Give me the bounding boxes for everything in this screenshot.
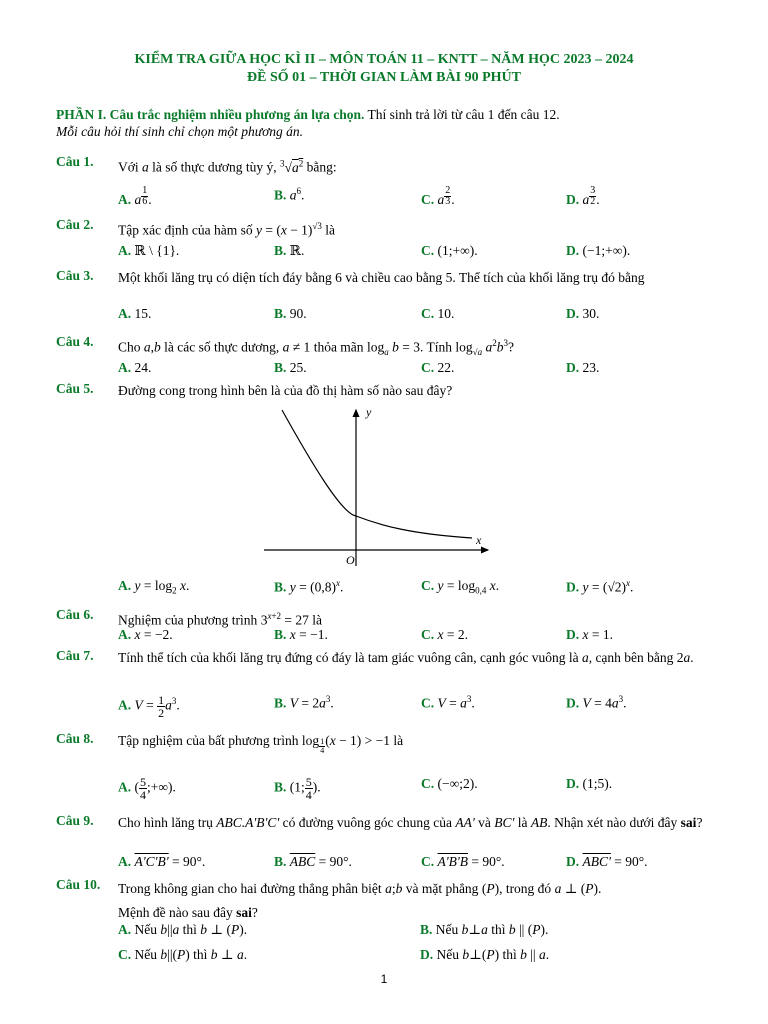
option-c[interactable]: C. a $^{\frac{2}{3}}$ .: [421, 185, 455, 208]
option-d[interactable]: D. x = 1.: [566, 627, 613, 642]
question-text: Cho a,b là các số thực dương, a ≠ 1 thỏa mãn $\log_a b = 3$. Tính $\log_{√a} a^2b^3$?: [118, 338, 514, 358]
option-a[interactable]: A. A'C'B' = 90°.: [118, 854, 206, 869]
option-a[interactable]: A. x = −2.: [118, 627, 173, 642]
option-d[interactable]: D. a $^{\frac{3}{2}}$ .: [566, 185, 600, 208]
option-b[interactable]: B. 90.: [274, 306, 307, 321]
option-c[interactable]: C. Nếu b||(P) thì b ⊥ a.: [118, 947, 248, 962]
option-d[interactable]: D. Nếu b⊥(P) thì b || a.: [420, 947, 550, 962]
part-title: PHẦN I. Câu trắc nghiệm nhiều phương án lựa chọn.: [56, 107, 365, 122]
option-c[interactable]: C. A'B'B = 90°.: [421, 854, 505, 869]
option-d[interactable]: D. 30.: [566, 306, 600, 321]
option-d[interactable]: D. 23.: [566, 360, 600, 375]
option-a[interactable]: A. ℝ \ {1}.: [118, 243, 180, 258]
option-d[interactable]: D. (−1;+∞).: [566, 243, 631, 258]
option-b[interactable]: B. x = −1.: [274, 627, 328, 642]
option-c[interactable]: C. 22.: [421, 360, 455, 375]
question-text: Nghiệm của phương trình $3^{x+2} = 27$ là: [118, 611, 323, 628]
question-text: Với a là số thực dương tùy ý, $^3√a^2$ bằng:: [118, 158, 337, 175]
option-c[interactable]: C. x = 2.: [421, 627, 468, 642]
option-a[interactable]: A. 24.: [118, 360, 152, 375]
option-b[interactable]: B. $a^6$.: [274, 186, 305, 203]
option-b[interactable]: B. $y = (0,8)^x$.: [274, 578, 344, 595]
option-b[interactable]: B. (1; $\frac{5}{4}$ ).: [274, 775, 321, 802]
x-axis-label: x: [476, 533, 482, 547]
option-b[interactable]: B. $V = 2a^3$.: [274, 694, 334, 711]
radical-expression: $^3√a^2$: [280, 158, 304, 175]
option-a[interactable]: A. Nếu b||a thì b ⊥ (P).: [118, 922, 248, 937]
option-b[interactable]: B. ℝ.: [274, 243, 305, 258]
question-number: Câu 6.: [56, 607, 94, 622]
question-number: Câu 10.: [56, 877, 101, 892]
part-heading: [56, 106, 716, 140]
question-number: Câu 3.: [56, 268, 94, 283]
origin-label: O: [346, 553, 355, 567]
question-text: Cho hình lăng trụ ABC.A'B'C' có đường vuông góc chung của AA' và BC' là AB. Nhận xét nào dưới đây sai?: [118, 815, 703, 830]
question-number: Câu 5.: [56, 381, 94, 396]
option-c[interactable]: C. $V = a^3$.: [421, 694, 475, 711]
option-a[interactable]: A. $y = \log_2 x$.: [118, 578, 190, 596]
option-c[interactable]: C. (−∞;2).: [421, 776, 478, 791]
option-d[interactable]: D. (1;5).: [566, 776, 613, 791]
option-d[interactable]: D. $V = 4a^3$.: [566, 694, 627, 711]
y-axis-label: y: [366, 405, 372, 419]
option-c[interactable]: C. $y = \log_{0,4} x$.: [421, 578, 500, 596]
question-text: Đường cong trong hình bên là của đồ thị hàm số nào sau đây?: [118, 383, 453, 398]
exam-title: KIỂM TRA GIỮA HỌC KÌ II – MÔN TOÁN 11 – KNTT – NĂM HỌC 2023 – 2024: [134, 52, 634, 67]
option-a[interactable]: A. 15.: [118, 306, 152, 321]
part-note: Mỗi câu hỏi thí sinh chỉ chọn một phương án.: [56, 124, 304, 139]
question-text: Trong không gian cho hai đường thẳng phân biệt a;b và mặt phẳng (P), trong đó a ⊥ (P). Mệnh đề nào sau đây sai?: [118, 881, 602, 920]
question-number: Câu 4.: [56, 334, 94, 349]
exponential-graph: [262, 404, 494, 568]
question-number: Câu 9.: [56, 813, 94, 828]
question-number: Câu 7.: [56, 648, 94, 663]
option-d[interactable]: D. ABC' = 90°.: [566, 854, 648, 869]
option-a[interactable]: A. a $^{\frac{1}{6}}$ .: [118, 185, 152, 208]
option-b[interactable]: B. $\overline{ABC} = 90^\circ$.: [274, 854, 352, 869]
question-text: Tập nghiệm của bất phương trình log $_{\frac{1}{4}}$ (x − 1) > −1 là: [118, 733, 404, 756]
option-d[interactable]: D. $y = (√2)^x$.: [566, 578, 634, 595]
question-number: Câu 1.: [56, 154, 94, 169]
question-text: Tập xác định của hàm số $y = (x - 1)^{√3}$ là: [118, 221, 335, 238]
question-number: Câu 8.: [56, 731, 94, 746]
part-instruction: Thí sinh trả lời từ câu 1 đến câu 12.: [364, 107, 560, 122]
option-b[interactable]: B. 25.: [274, 360, 307, 375]
option-a[interactable]: A. V = $\frac{1}{2}$ $a^3$.: [118, 693, 180, 720]
graph-curve: [282, 410, 472, 538]
question-text: Một khối lăng trụ có diện tích đáy bằng 6 và chiều cao bằng 5. Thể tích của khối lăng trụ đó bằng: [118, 270, 645, 285]
page-number: 1: [380, 972, 388, 986]
option-b[interactable]: B. Nếu b⊥a thì b || (P).: [420, 922, 549, 937]
exam-subtitle: ĐỀ SỐ 01 – THỜI GIAN LÀM BÀI 90 PHÚT: [247, 70, 521, 85]
question-number: Câu 2.: [56, 217, 94, 232]
option-c[interactable]: C. (1;+∞).: [421, 243, 478, 258]
question-text: Tính thể tích của khối lăng trụ đứng có đáy là tam giác vuông cân, cạnh góc vuông là a, cạnh bên bằng 2a.: [118, 650, 694, 665]
option-a[interactable]: A. ( $\frac{5}{4}$ ;+∞).: [118, 775, 176, 802]
option-c[interactable]: C. 10.: [421, 306, 455, 321]
